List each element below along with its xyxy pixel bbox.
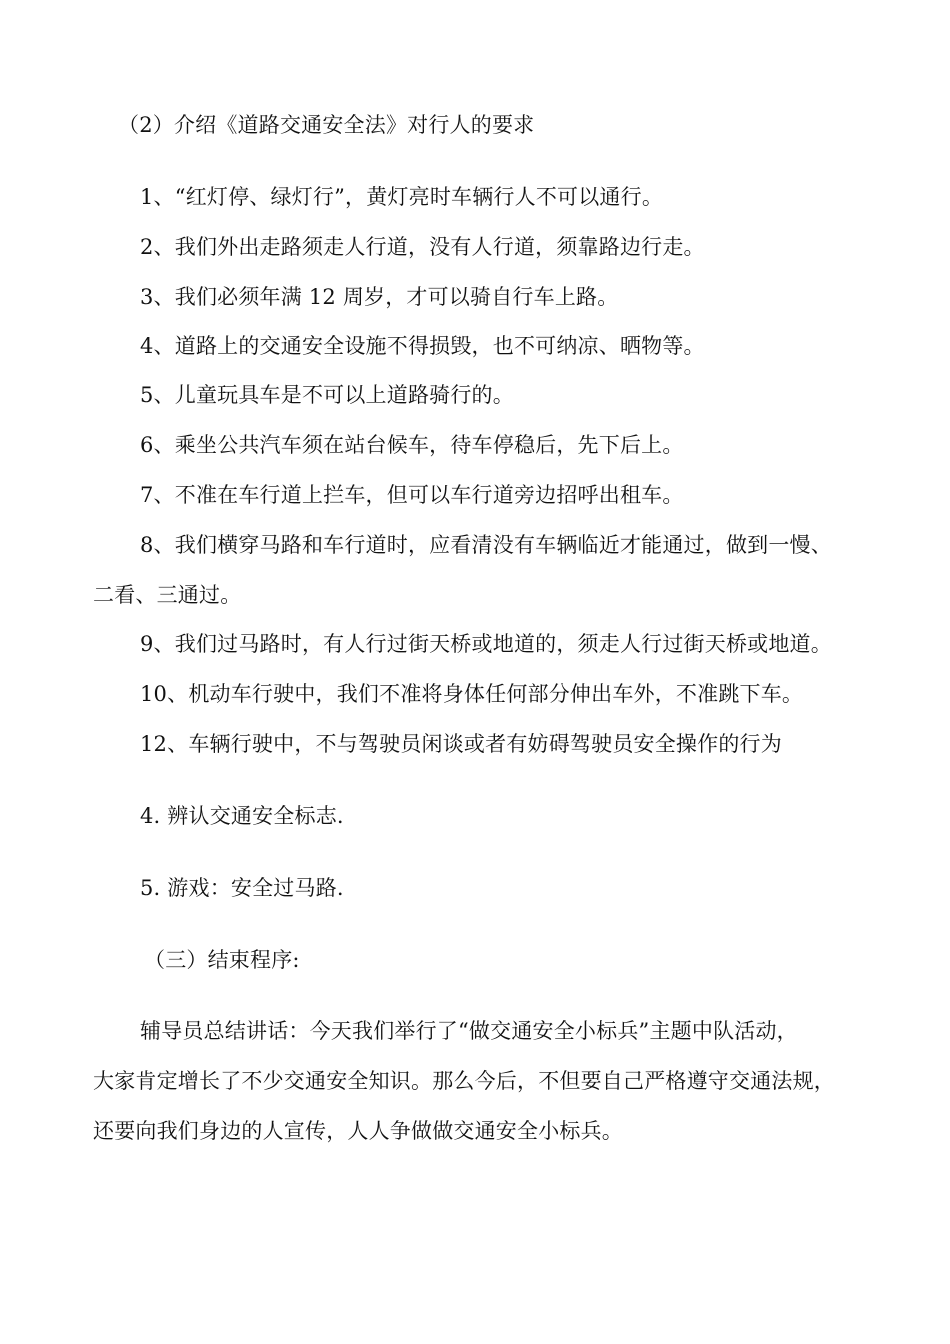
rule-line-continuation: 二看、三通过。	[93, 583, 242, 607]
step-5-heading: 5. 游戏：安全过马路.	[140, 876, 344, 900]
rule-line: 9、我们过马路时，有人行过街天桥或地道的，须走人行过街天桥或地道。	[140, 632, 832, 656]
rule-line: 10、机动车行驶中，我们不准将身体任何部分伸出车外，不准跳下车。	[140, 682, 804, 706]
summary-line: 辅导员总结讲话：今天我们举行了“做交通安全小标兵”主题中队活动，	[140, 1019, 798, 1043]
summary-line: 还要向我们身边的人宣传，人人争做做交通安全小标兵。	[93, 1119, 623, 1143]
rule-line: 1、“红灯停、绿灯行”，黄灯亮时车辆行人不可以通行。	[140, 185, 664, 209]
rule-line: 8、我们横穿马路和车行道时，应看清没有车辆临近才能通过，做到一慢、	[140, 533, 832, 557]
section-heading: （2）介绍《道路交通安全法》对行人的要求	[118, 113, 535, 137]
rule-line: 3、我们必须年满 12 周岁，才可以骑自行车上路。	[140, 285, 619, 309]
rule-line: 7、不准在车行道上拦车，但可以车行道旁边招呼出租车。	[140, 483, 684, 507]
rule-line: 5、儿童玩具车是不可以上道路骑行的。	[140, 383, 514, 407]
step-4-heading: 4. 辨认交通安全标志.	[140, 804, 344, 828]
summary-line: 大家肯定增长了不少交通安全知识。那么今后，不但要自己严格遵守交通法规，	[93, 1069, 835, 1093]
rule-line: 12、车辆行驶中，不与驾驶员闲谈或者有妨碍驾驶员安全操作的行为	[140, 732, 782, 756]
rule-line: 2、我们外出走路须走人行道，没有人行道，须靠路边行走。	[140, 235, 705, 259]
rule-line: 4、道路上的交通安全设施不得损毁，也不可纳凉、晒物等。	[140, 334, 705, 358]
closing-heading: （三）结束程序:	[144, 948, 300, 972]
rule-line: 6、乘坐公共汽车须在站台候车，待车停稳后，先下后上。	[140, 433, 684, 457]
